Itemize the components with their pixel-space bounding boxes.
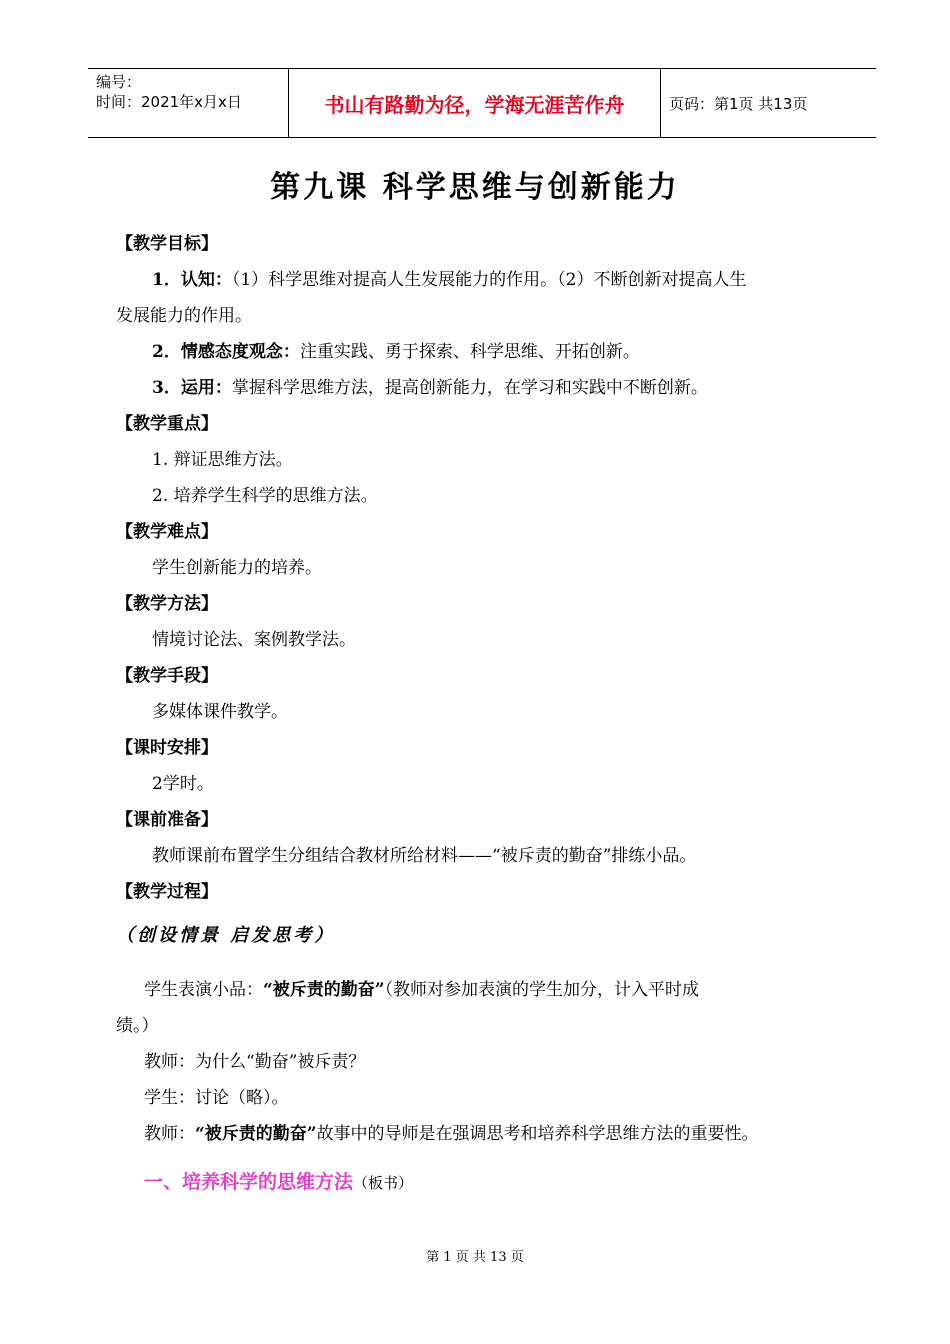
prep-1: 教师课前布置学生分组结合教材所给材料——“被斥责的勤奋”排练小品。 — [152, 846, 697, 866]
goal-2-text: 注重实践、勇于探索、科学思维、开拓创新。 — [299, 342, 640, 362]
scene-heading: （创设情景 启发思考） — [116, 925, 336, 946]
document-body — [116, 226, 850, 1204]
para-2: 教师：为什么“勤奋”被斥责？ — [144, 1052, 366, 1072]
section-process: 【教学过程】 — [116, 882, 218, 902]
para-1-bold: “被斥责的勤奋” — [263, 980, 385, 1000]
goal-1-label: 1．认知： — [152, 270, 232, 290]
para-1-cont: 绩。） — [116, 1016, 159, 1036]
goal-3 — [116, 370, 850, 406]
goal-1 — [116, 262, 850, 298]
number-label: 编号： — [96, 73, 142, 91]
para-4-rest: 故事中的导师是在强调思考和培养科学思维方法的重要性。 — [316, 1124, 759, 1144]
section-difficulty: 【教学难点】 — [116, 522, 218, 542]
key-1: 1. 辩证思维方法。 — [152, 450, 293, 470]
para-3: 学生：讨论（略）。 — [144, 1088, 289, 1108]
para-1 — [116, 972, 850, 1008]
section-prep: 【课前准备】 — [116, 810, 218, 830]
goal-3-label: 3．运用： — [152, 378, 232, 398]
time-label: 时间：2021年x月x日 — [96, 93, 242, 111]
goal-2 — [116, 334, 850, 370]
key-2: 2. 培养学生科学的思维方法。 — [152, 486, 378, 506]
para-4 — [116, 1116, 850, 1152]
hours-1: 2学时。 — [152, 774, 214, 794]
heading-1-note: （板书） — [353, 1174, 414, 1192]
section-goals: 【教学目标】 — [116, 234, 218, 254]
section-method: 【教学方法】 — [116, 594, 218, 614]
page-footer: 第 1 页 共 13 页 — [426, 1250, 524, 1265]
difficulty-1: 学生创新能力的培养。 — [152, 558, 322, 578]
goal-1-cont: 发展能力的作用。 — [116, 306, 252, 326]
header-left-cell — [88, 69, 288, 137]
page-title: 第九课 科学思维与创新能力 — [270, 170, 680, 205]
header-table — [88, 68, 876, 138]
para-4-prefix: 教师： — [144, 1124, 195, 1144]
para-1-rest: （教师对参加表演的学生加分，计入平时成 — [384, 980, 700, 1000]
goal-1-text: （1）科学思维对提高人生发展能力的作用。（2）不断创新对提高人生 — [231, 270, 747, 290]
para-1-prefix: 学生表演小品： — [144, 980, 263, 1000]
para-4-bold: “被斥责的勤奋” — [195, 1124, 317, 1144]
method-1: 情境讨论法、案例教学法。 — [152, 630, 356, 650]
section-means: 【教学手段】 — [116, 666, 218, 686]
heading-1 — [116, 1160, 850, 1204]
section-key: 【教学重点】 — [116, 414, 218, 434]
goal-2-label: 2．情感态度观念： — [152, 342, 300, 362]
motto: 书山有路勤为径，学海无涯苦作舟 — [288, 69, 661, 137]
goal-3-text: 掌握科学思维方法，提高创新能力，在学习和实践中不断创新。 — [231, 378, 708, 398]
page-label: 页码：第1页 共13页 — [669, 94, 808, 113]
heading-1-text: 一、培养科学的思维方法 — [144, 1171, 354, 1193]
section-hours: 【课时安排】 — [116, 738, 218, 758]
means-1: 多媒体课件教学。 — [152, 702, 288, 722]
